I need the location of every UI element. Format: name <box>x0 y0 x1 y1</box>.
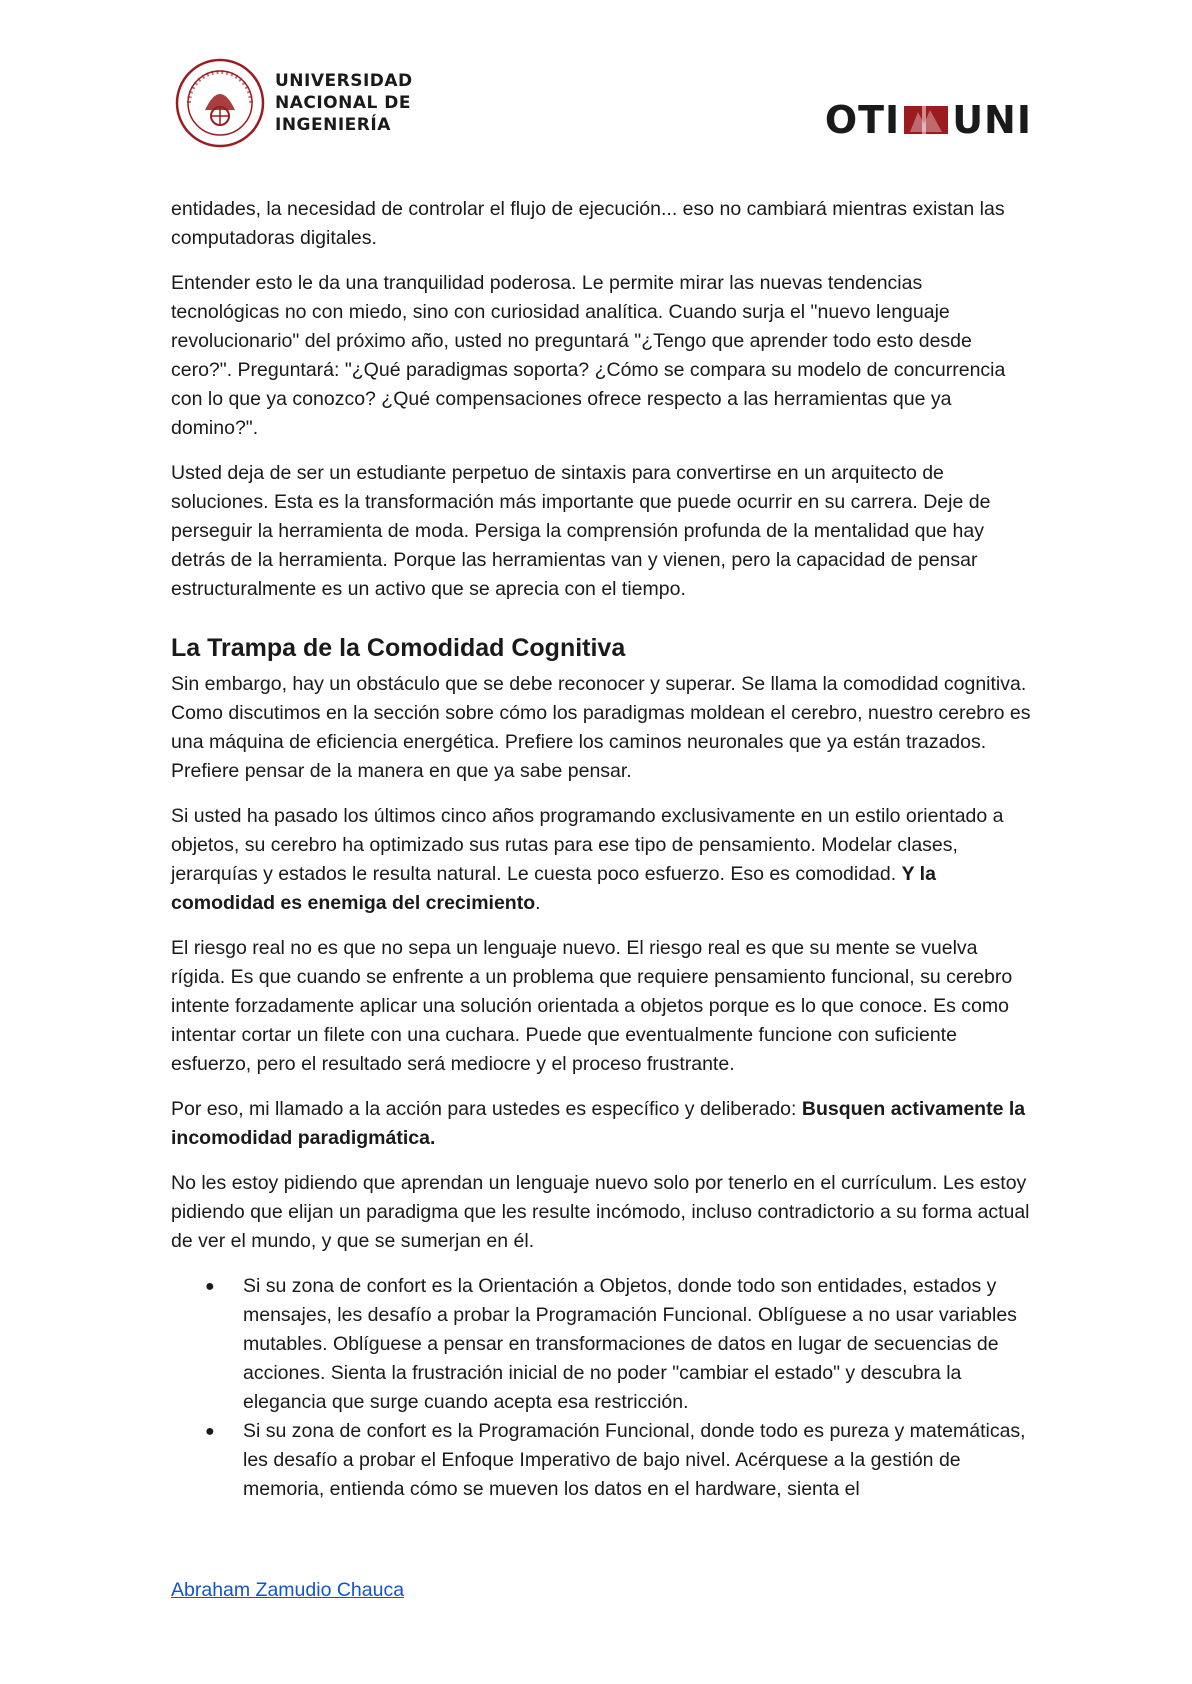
list-item: ● Si su zona de confort es la Programación Funcional, donde todo es pureza y matemáticas, les desafío a probar el Enfoque Imperativo de bajo nivel. Acérquese a la gestión de memoria, entienda cómo se mueven los datos en el hardware, sienta el <box>243 1417 1031 1504</box>
page-header <box>175 58 1032 158</box>
paragraph-bold-text: Y la comodidad es enemiga del crecimiento <box>171 863 936 914</box>
university-name-line-3: INGENIERÍA <box>275 115 391 135</box>
paragraph: Sin embargo, hay un obstáculo que se debe reconocer y superar. Se llama la comodidad cognitiva. Como discutimos en la sección sobre cómo los paradigmas moldean el cerebro, nuestro cerebro es una máquina de eficiencia energética. Prefiere los caminos neuronales que ya están trazados. Prefiere pensar de la manera en que ya sabe pensar. <box>171 673 1031 782</box>
paragraph-end: . <box>535 892 541 914</box>
paragraph-text: Si usted ha pasado los últimos cinco años programando exclusivamente en un estilo orientado a objetos, su cerebro ha optimizado sus rutas para ese tipo de pensamiento. Modelar clases, jerarquías y estados le resulta natural. Le cuesta poco esfuerzo. Eso es comodidad. <box>171 805 1004 885</box>
paragraph: No les estoy pidiendo que aprendan un lenguaje nuevo solo por tenerlo en el currículum. Les estoy pidiendo que elijan un paradigma que les resulte incómodo, incluso contradictorio a su forma actual de ver el mundo, y que se sumerjan en él. <box>171 1172 1030 1252</box>
paragraph: entidades, la necesidad de controlar el flujo de ejecución... eso no cambiará mientras existan las computadoras digitales. <box>171 198 1005 249</box>
list-item: ● Si su zona de confort es la Orientación a Objetos, donde todo son entidades, estados y mensajes, les desafío a probar la Programación Funcional. Oblíguese a no usar variables mutables. Oblíguese a pensar en transformaciones de datos en lugar de secuencias de acciones. Sienta la frustración inicial de no poder "cambiar el estado" y descubra la elegancia que surge cuando acepta esa restricción. <box>243 1272 1031 1417</box>
oti-mark-icon <box>902 102 950 138</box>
paragraph: Entender esto le da una tranquilidad poderosa. Le permite mirar las nuevas tendencias tecnológicas no con miedo, sino con curiosidad analítica. Cuando surja el "nuevo lenguaje revolucionario" del próximo año, usted no preguntará "¿Tengo que aprender todo esto desde cero?". Preguntará: "¿Qué paradigmas soporta? ¿Cómo se compara su modelo de concurrencia con lo que ya conozco? ¿Qué compensaciones ofrece respecto a las herramientas que ya domino?". <box>171 272 1006 439</box>
oti-logo-text: OTI <box>824 98 901 142</box>
paragraph: Usted deja de ser un estudiante perpetuo de sintaxis para convertirse en un arquitecto de soluciones. Esta es la transformación más importante que puede ocurrir en su carrera. Deje de perseguir la herramienta de moda. Persiga la comprensión profunda de la mentalidad que hay detrás de la herramienta. Porque las herramientas van y vienen, pero la capacidad de pensar estructuralmente es un activo que se aprecia con el tiempo. <box>171 462 991 600</box>
paragraph-bold-text: Busquen activamente la incomodidad paradigmática. <box>171 1098 1026 1149</box>
page-footer <box>171 1579 404 1602</box>
university-name-line-1: UNIVERSIDAD <box>275 71 413 91</box>
document-body <box>171 195 1031 1504</box>
paragraph <box>171 802 1031 918</box>
university-logo <box>175 58 413 148</box>
author-link[interactable]: Abraham Zamudio Chauca <box>171 1579 405 1601</box>
oti-uni-logo <box>825 98 1032 142</box>
section-heading: La Trampa de la Comodidad Cognitiva <box>171 634 626 662</box>
paragraph-text: Por eso, mi llamado a la acción para ustedes es específico y deliberado: <box>171 1098 802 1120</box>
university-seal-icon <box>175 58 265 148</box>
uni-logo-text: UNI <box>952 98 1032 142</box>
bullet-list <box>171 1272 1031 1504</box>
paragraph: El riesgo real no es que no sepa un lenguaje nuevo. El riesgo real es que su mente se vuelva rígida. Es que cuando se enfrente a un problema que requiere pensamiento funcional, su cerebro intente forzadamente aplicar una solución orientada a objetos porque es lo que conoce. Es como intentar cortar un filete con una cuchara. Puede que eventualmente funcione con suficiente esfuerzo, pero el resultado será mediocre y el proceso frustrante. <box>171 937 1013 1075</box>
university-name-line-2: NACIONAL DE <box>275 93 411 113</box>
paragraph <box>171 1095 1031 1153</box>
